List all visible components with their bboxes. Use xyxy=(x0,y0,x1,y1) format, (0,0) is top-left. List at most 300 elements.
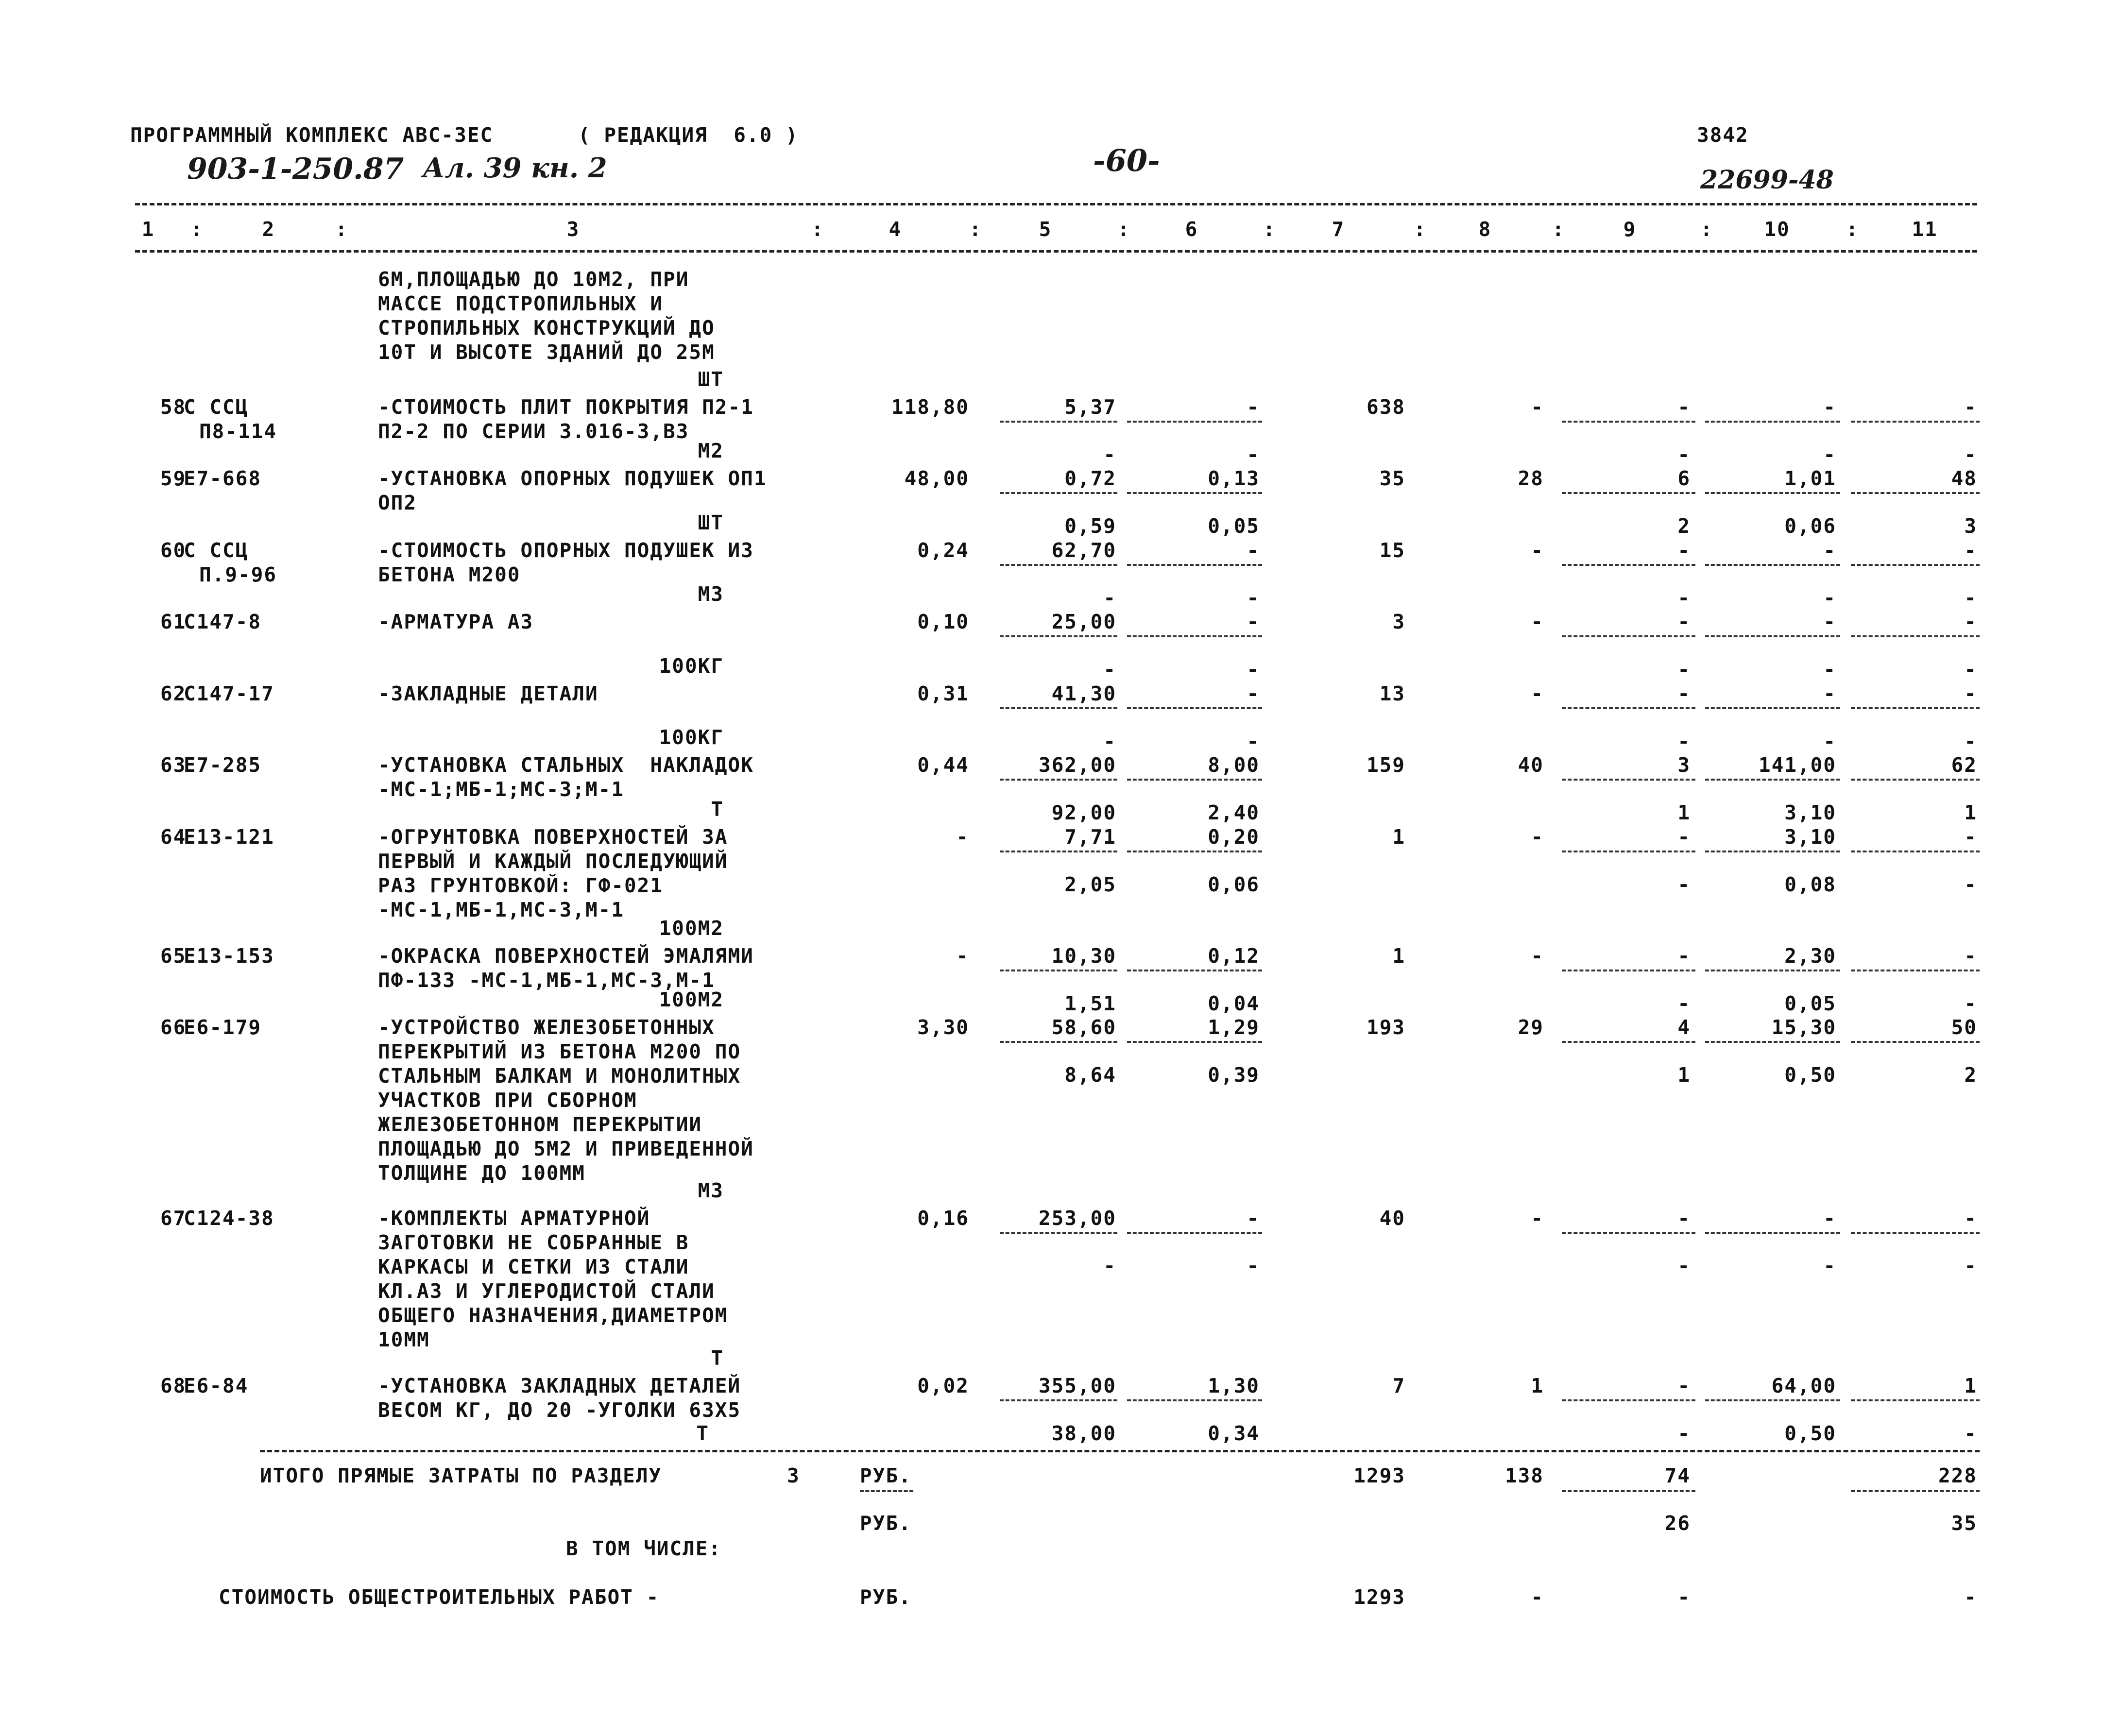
total-wages: 28 xyxy=(1518,467,1544,490)
labor-unit: 64,00 xyxy=(1771,1374,1836,1397)
description-line: ВЕСОМ КГ, ДО 20 -УГОЛКИ 63Х5 xyxy=(378,1398,741,1422)
description-line: 10Т И ВЫСОТЕ ЗДАНИЙ ДО 25М xyxy=(378,340,715,364)
column-separator: : xyxy=(1263,218,1276,241)
unit-cost-sub: 0,59 xyxy=(1064,514,1116,538)
header-rule-top xyxy=(135,203,1977,205)
cell-separator xyxy=(1851,779,1980,781)
row-number: 59 xyxy=(160,467,187,490)
description-line: -СТОИМОСТЬ ПЛИТ ПОКРЫТИЯ П2-1 xyxy=(378,395,754,419)
total-cost: 638 xyxy=(1366,395,1405,419)
labor-unit: - xyxy=(1823,682,1836,705)
unit-cost-sub: - xyxy=(1103,1254,1116,1277)
total-wages: - xyxy=(1531,539,1544,562)
cell-separator xyxy=(1705,1232,1840,1234)
unit-cost: 355,00 xyxy=(1038,1374,1116,1397)
description-line: П2-2 ПО СЕРИИ 3.016-3,В3 xyxy=(378,420,689,443)
description-line: ЗАГОТОВКИ НЕ СОБРАННЫЕ В xyxy=(378,1231,689,1254)
machine-cost-sub: - xyxy=(1677,658,1691,681)
description-line: ЖЕЛЕЗОБЕТОННОМ ПЕРЕКРЫТИИ xyxy=(378,1113,702,1136)
labor-total: 1 xyxy=(1964,1374,1977,1397)
labor-total: - xyxy=(1964,944,1977,968)
cell-separator xyxy=(1562,1041,1695,1043)
program-title: ПРОГРАММНЫЙ КОМПЛЕКС АВС-3ЕС xyxy=(130,123,494,147)
labor-total: - xyxy=(1964,1207,1977,1230)
total-cost: 1 xyxy=(1392,825,1405,849)
unit-cost-wages: 1,29 xyxy=(1208,1016,1260,1039)
total-cost: 3 xyxy=(1392,610,1405,633)
description-line: СТАЛЬНЫМ БАЛКАМ И МОНОЛИТНЫХ xyxy=(378,1064,741,1088)
cell-separator xyxy=(1000,635,1117,637)
labor-total-sub: - xyxy=(1964,1422,1977,1445)
quantity: 0,31 xyxy=(917,682,969,705)
column-separator: : xyxy=(1846,218,1859,241)
description-line: -МС-1,МБ-1,МС-3,М-1 xyxy=(378,898,624,921)
total-wages: - xyxy=(1531,944,1544,968)
cell-separator xyxy=(1851,1041,1980,1043)
description-line: 10ММ xyxy=(378,1328,430,1351)
description-line: -ЗАКЛАДНЫЕ ДЕТАЛИ xyxy=(378,682,598,705)
cell-separator xyxy=(1851,1232,1980,1234)
unit-cost-sub: 2,05 xyxy=(1064,873,1116,896)
unit-cost-sub: - xyxy=(1103,586,1116,610)
labor-total: 48 xyxy=(1951,467,1977,490)
total-wages: - xyxy=(1531,682,1544,705)
column-separator: : xyxy=(969,218,982,241)
totals-total-cost: 1293 xyxy=(1353,1464,1405,1487)
column-separator: : xyxy=(1414,218,1427,241)
unit-label: Т xyxy=(696,1422,709,1445)
totals-wages: 138 xyxy=(1505,1464,1544,1487)
unit-cost-wages-sub: 0,34 xyxy=(1208,1422,1260,1445)
totals-machine-sub: 26 xyxy=(1664,1512,1691,1535)
cell-separator xyxy=(1000,707,1117,709)
cell-separator xyxy=(1705,970,1840,971)
resource-code: П.9-96 xyxy=(199,563,277,586)
unit-label: 100КГ xyxy=(659,726,724,749)
unit-cost-wages: 0,12 xyxy=(1208,944,1260,968)
cell-separator xyxy=(1562,1490,1695,1492)
cell-separator xyxy=(1127,851,1262,852)
cell-separator xyxy=(860,1490,913,1492)
cell-separator xyxy=(1000,1041,1117,1043)
labor-total: - xyxy=(1964,825,1977,849)
machine-cost: - xyxy=(1677,395,1691,419)
machine-cost: - xyxy=(1677,539,1691,562)
labor-total-sub: - xyxy=(1964,992,1977,1015)
row-number: 64 xyxy=(160,825,187,849)
unit-cost-wages-sub: - xyxy=(1247,443,1260,466)
labor-unit-sub: 0,50 xyxy=(1784,1422,1836,1445)
unit-cost-wages: - xyxy=(1247,610,1260,633)
cell-separator xyxy=(1851,635,1980,637)
column-header-6: 6 xyxy=(1185,218,1198,241)
labor-total: - xyxy=(1964,395,1977,419)
description-line: -СТОИМОСТЬ ОПОРНЫХ ПОДУШЕК ИЗ xyxy=(378,539,754,562)
cell-separator xyxy=(1127,707,1262,709)
column-header-5: 5 xyxy=(1039,218,1052,241)
labor-total: - xyxy=(1964,539,1977,562)
machine-cost-sub: 1 xyxy=(1677,1063,1691,1087)
general-works-labor: - xyxy=(1964,1585,1977,1609)
description-line: ПЕРЕКРЫТИЙ ИЗ БЕТОНА М200 ПО xyxy=(378,1040,741,1063)
quantity: 0,02 xyxy=(917,1374,969,1397)
machine-cost: 4 xyxy=(1677,1016,1691,1039)
general-works-cost: 1293 xyxy=(1353,1585,1405,1609)
description-line: ТОЛЩИНЕ ДО 100ММ xyxy=(378,1161,585,1185)
quantity: - xyxy=(956,944,969,968)
description-line: -АРМАТУРА А3 xyxy=(378,610,534,633)
labor-unit: - xyxy=(1823,1207,1836,1230)
column-header-3: 3 xyxy=(566,218,580,241)
unit-cost-wages-sub: - xyxy=(1247,1254,1260,1277)
description-line: ПФ-133 -МС-1,МБ-1,МС-3,М-1 xyxy=(378,969,715,992)
machine-cost: 6 xyxy=(1677,467,1691,490)
handwritten-album: Ал. 39 кн. 2 xyxy=(423,152,607,184)
quantity: 48,00 xyxy=(904,467,969,490)
labor-unit: 15,30 xyxy=(1771,1016,1836,1039)
row-number: 65 xyxy=(160,944,187,968)
labor-unit-sub: - xyxy=(1823,1254,1836,1277)
unit-cost-sub: - xyxy=(1103,443,1116,466)
resource-code: Е7-668 xyxy=(184,467,262,490)
cell-separator xyxy=(1000,1232,1117,1234)
cell-separator xyxy=(1000,564,1117,566)
description-line: -ОГРУНТОВКА ПОВЕРХНОСТЕЙ ЗА xyxy=(378,825,728,849)
resource-code: Е7-285 xyxy=(184,753,262,777)
totals-including: В ТОМ ЧИСЛЕ: xyxy=(566,1537,722,1560)
cell-separator xyxy=(1705,421,1840,423)
column-header-9: 9 xyxy=(1623,218,1637,241)
machine-cost: - xyxy=(1677,610,1691,633)
unit-cost-sub: 8,64 xyxy=(1064,1063,1116,1087)
totals-unit: РУБ. xyxy=(860,1464,912,1487)
unit-cost-sub: - xyxy=(1103,730,1116,753)
general-works-label: СТОИМОСТЬ ОБЩЕСТРОИТЕЛЬНЫХ РАБОТ - xyxy=(219,1585,660,1609)
resource-code: Е13-121 xyxy=(184,825,274,849)
cell-separator xyxy=(1562,707,1695,709)
resource-code: Е6-179 xyxy=(184,1016,262,1039)
cell-separator xyxy=(1705,1041,1840,1043)
general-works-wages: - xyxy=(1531,1585,1544,1609)
row-number: 58 xyxy=(160,395,187,419)
machine-cost-sub: - xyxy=(1677,873,1691,896)
column-header-8: 8 xyxy=(1478,218,1492,241)
totals-labor-sub: 35 xyxy=(1951,1512,1977,1535)
unit-cost-wages: 8,00 xyxy=(1208,753,1260,777)
totals-labor: 228 xyxy=(1938,1464,1977,1487)
unit-cost: 10,30 xyxy=(1051,944,1116,968)
labor-total-sub: 3 xyxy=(1964,514,1977,538)
cell-separator xyxy=(1562,1232,1695,1234)
cell-separator xyxy=(1705,1399,1840,1401)
cell-separator xyxy=(1127,1399,1262,1401)
cell-separator xyxy=(1127,492,1262,494)
cell-separator xyxy=(1705,707,1840,709)
labor-total-sub: - xyxy=(1964,730,1977,753)
total-wages: - xyxy=(1531,825,1544,849)
labor-unit: - xyxy=(1823,610,1836,633)
machine-cost: - xyxy=(1677,1207,1691,1230)
cell-separator xyxy=(1705,635,1840,637)
labor-total-sub: 1 xyxy=(1964,801,1977,824)
row-number: 66 xyxy=(160,1016,187,1039)
labor-total-sub: - xyxy=(1964,873,1977,896)
cell-separator xyxy=(1851,421,1980,423)
total-cost: 40 xyxy=(1379,1207,1405,1230)
labor-unit-sub: - xyxy=(1823,730,1836,753)
quantity: - xyxy=(956,825,969,849)
handwritten-page-number: -60- xyxy=(1093,143,1160,178)
column-separator: : xyxy=(335,218,348,241)
total-wages: - xyxy=(1531,1207,1544,1230)
column-header-1: 1 xyxy=(141,218,155,241)
cell-separator xyxy=(1562,970,1695,971)
labor-unit: 1,01 xyxy=(1784,467,1836,490)
unit-cost-wages: 0,20 xyxy=(1208,825,1260,849)
cell-separator xyxy=(1562,421,1695,423)
machine-cost-sub: - xyxy=(1677,586,1691,610)
cell-separator xyxy=(1562,1399,1695,1401)
unit-label: ШТ xyxy=(698,511,724,534)
column-separator: : xyxy=(190,218,204,241)
labor-total: - xyxy=(1964,682,1977,705)
description-line: -УСТАНОВКА ЗАКЛАДНЫХ ДЕТАЛЕЙ xyxy=(378,1374,741,1397)
description-line: -ОКРАСКА ПОВЕРХНОСТЕЙ ЭМАЛЯМИ xyxy=(378,944,754,968)
description-line: КАРКАСЫ И СЕТКИ ИЗ СТАЛИ xyxy=(378,1255,689,1278)
cell-separator xyxy=(1127,564,1262,566)
quantity: 0,16 xyxy=(917,1207,969,1230)
unit-cost-wages-sub: 0,39 xyxy=(1208,1063,1260,1087)
machine-cost-sub: - xyxy=(1677,1422,1691,1445)
totals-machine: 74 xyxy=(1664,1464,1691,1487)
unit-cost-sub: - xyxy=(1103,658,1116,681)
machine-cost: - xyxy=(1677,944,1691,968)
total-wages: 1 xyxy=(1531,1374,1544,1397)
total-wages: - xyxy=(1531,610,1544,633)
labor-unit-sub: 3,10 xyxy=(1784,801,1836,824)
cell-separator xyxy=(1851,707,1980,709)
labor-unit-sub: 0,08 xyxy=(1784,873,1836,896)
unit-cost-wages-sub: 0,06 xyxy=(1208,873,1260,896)
general-works-unit: РУБ. xyxy=(860,1585,912,1609)
unit-cost: 253,00 xyxy=(1038,1207,1116,1230)
description-line: -УСТАНОВКА СТАЛЬНЫХ НАКЛАДОК xyxy=(378,753,754,777)
description-line: МАССЕ ПОДСТРОПИЛЬНЫХ И xyxy=(378,292,664,315)
labor-unit-sub: 0,05 xyxy=(1784,992,1836,1015)
total-cost: 13 xyxy=(1379,682,1405,705)
description-line: СТРОПИЛЬНЫХ КОНСТРУКЦИЙ ДО xyxy=(378,316,715,340)
description-line: ОП2 xyxy=(378,491,417,514)
unit-label: Т xyxy=(711,1346,724,1370)
cell-separator xyxy=(1000,492,1117,494)
resource-code: С147-17 xyxy=(184,682,274,705)
description-line: 6М,ПЛОЩАДЬЮ ДО 10М2, ПРИ xyxy=(378,268,689,291)
cell-separator xyxy=(1000,851,1117,852)
total-wages: 29 xyxy=(1518,1016,1544,1039)
cell-separator xyxy=(1127,1232,1262,1234)
machine-cost-sub: - xyxy=(1677,992,1691,1015)
row-number: 60 xyxy=(160,539,187,562)
cell-separator xyxy=(1705,564,1840,566)
unit-cost-sub: 92,00 xyxy=(1051,801,1116,824)
column-header-4: 4 xyxy=(889,218,902,241)
cell-separator xyxy=(1127,421,1262,423)
resource-code: С ССЦ xyxy=(184,395,249,419)
labor-unit: 2,30 xyxy=(1784,944,1836,968)
machine-cost-sub: 2 xyxy=(1677,514,1691,538)
resource-code: С147-8 xyxy=(184,610,262,633)
unit-cost: 7,71 xyxy=(1064,825,1116,849)
total-cost: 15 xyxy=(1379,539,1405,562)
unit-label: 100М2 xyxy=(659,988,724,1011)
total-cost: 35 xyxy=(1379,467,1405,490)
cell-separator xyxy=(1562,779,1695,781)
handwritten-project-ref: 903-1-250.87 xyxy=(187,152,404,186)
cell-separator xyxy=(1562,492,1695,494)
unit-cost-wages: 1,30 xyxy=(1208,1374,1260,1397)
row-number: 62 xyxy=(160,682,187,705)
handwritten-reg-number: 22699-48 xyxy=(1700,165,1834,195)
cell-separator xyxy=(1562,851,1695,852)
unit-label: ШТ xyxy=(698,368,724,391)
totals-rule xyxy=(260,1450,1980,1452)
unit-label: М2 xyxy=(698,439,724,462)
machine-cost-sub: - xyxy=(1677,443,1691,466)
unit-cost-wages: - xyxy=(1247,682,1260,705)
labor-total: 50 xyxy=(1951,1016,1977,1039)
cell-separator xyxy=(1562,635,1695,637)
description-line: -УСТРОЙСТВО ЖЕЛЕЗОБЕТОННЫХ xyxy=(378,1016,715,1039)
unit-cost: 5,37 xyxy=(1064,395,1116,419)
unit-cost: 362,00 xyxy=(1038,753,1116,777)
cell-separator xyxy=(1851,851,1980,852)
cell-separator xyxy=(1851,1399,1980,1401)
unit-label: 100КГ xyxy=(659,654,724,678)
description-line: -МС-1;МБ-1;МС-3;М-1 xyxy=(378,778,624,801)
unit-cost-wages-sub: - xyxy=(1247,586,1260,610)
row-number: 67 xyxy=(160,1207,187,1230)
unit-label: М3 xyxy=(698,1179,724,1202)
total-cost: 7 xyxy=(1392,1374,1405,1397)
unit-cost: 62,70 xyxy=(1051,539,1116,562)
machine-cost: - xyxy=(1677,1374,1691,1397)
unit-cost-wages-sub: 2,40 xyxy=(1208,801,1260,824)
program-edition: ( РЕДАКЦИЯ 6.0 ) xyxy=(578,123,799,147)
column-header-2: 2 xyxy=(262,218,275,241)
cell-separator xyxy=(1851,1490,1980,1492)
unit-label: 100М2 xyxy=(659,917,724,940)
resource-code: П8-114 xyxy=(199,420,277,443)
cell-separator xyxy=(1851,564,1980,566)
labor-unit: 141,00 xyxy=(1758,753,1836,777)
unit-cost-wages: - xyxy=(1247,395,1260,419)
row-number: 68 xyxy=(160,1374,187,1397)
quantity: 0,44 xyxy=(917,753,969,777)
quantity: 0,10 xyxy=(917,610,969,633)
labor-total: - xyxy=(1964,610,1977,633)
cell-separator xyxy=(1705,779,1840,781)
description-line: -КОМПЛЕКТЫ АРМАТУРНОЙ xyxy=(378,1207,650,1230)
row-number: 61 xyxy=(160,610,187,633)
labor-unit-sub: 0,06 xyxy=(1784,514,1836,538)
row-number: 63 xyxy=(160,753,187,777)
description-line: БЕТОНА М200 xyxy=(378,563,521,586)
total-wages: - xyxy=(1531,395,1544,419)
description-line: УЧАСТКОВ ПРИ СБОРНОМ xyxy=(378,1089,637,1112)
unit-cost: 58,60 xyxy=(1051,1016,1116,1039)
total-cost: 1 xyxy=(1392,944,1405,968)
column-separator: : xyxy=(1117,218,1130,241)
resource-code: С124-38 xyxy=(184,1207,274,1230)
unit-cost-sub: 38,00 xyxy=(1051,1422,1116,1445)
totals-section: 3 xyxy=(787,1464,800,1487)
machine-cost-sub: 1 xyxy=(1677,801,1691,824)
total-cost: 159 xyxy=(1366,753,1405,777)
column-separator: : xyxy=(1552,218,1565,241)
labor-unit: - xyxy=(1823,395,1836,419)
unit-cost-wages-sub: 0,04 xyxy=(1208,992,1260,1015)
description-line: КЛ.А3 И УГЛЕРОДИСТОЙ СТАЛИ xyxy=(378,1279,715,1303)
cell-separator xyxy=(1127,635,1262,637)
cell-separator xyxy=(1562,564,1695,566)
labor-unit: 3,10 xyxy=(1784,825,1836,849)
total-cost: 193 xyxy=(1366,1016,1405,1039)
cell-separator xyxy=(1000,1399,1117,1401)
unit-cost-sub: 1,51 xyxy=(1064,992,1116,1015)
labor-unit-sub: - xyxy=(1823,586,1836,610)
column-header-10: 10 xyxy=(1764,218,1790,241)
labor-total-sub: - xyxy=(1964,658,1977,681)
unit-cost-wages: - xyxy=(1247,1207,1260,1230)
totals-unit-2: РУБ. xyxy=(860,1512,912,1535)
description-line: ОБЩЕГО НАЗНАЧЕНИЯ,ДИАМЕТРОМ xyxy=(378,1304,728,1327)
labor-unit-sub: - xyxy=(1823,443,1836,466)
cell-separator xyxy=(1705,851,1840,852)
unit-cost: 41,30 xyxy=(1051,682,1116,705)
unit-cost-wages-sub: - xyxy=(1247,730,1260,753)
quantity: 118,80 xyxy=(891,395,969,419)
unit-cost-wages: 0,13 xyxy=(1208,467,1260,490)
machine-cost-sub: - xyxy=(1677,730,1691,753)
unit-label: М3 xyxy=(698,582,724,606)
column-separator: : xyxy=(1700,218,1713,241)
cell-separator xyxy=(1000,779,1117,781)
resource-code: С ССЦ xyxy=(184,539,249,562)
column-header-7: 7 xyxy=(1332,218,1345,241)
description-line: -УСТАНОВКА ОПОРНЫХ ПОДУШЕК ОП1 xyxy=(378,467,767,490)
description-line: ПЕРВЫЙ И КАЖДЫЙ ПОСЛЕДУЮЩИЙ xyxy=(378,850,728,873)
cell-separator xyxy=(1000,421,1117,423)
resource-code: Е13-153 xyxy=(184,944,274,968)
labor-total: 62 xyxy=(1951,753,1977,777)
doc-code: 3842 xyxy=(1697,123,1749,147)
machine-cost: - xyxy=(1677,682,1691,705)
labor-total-sub: - xyxy=(1964,1254,1977,1277)
unit-cost-wages-sub: 0,05 xyxy=(1208,514,1260,538)
header-rule-bottom xyxy=(135,250,1977,253)
resource-code: Е6-84 xyxy=(184,1374,249,1397)
cell-separator xyxy=(1127,779,1262,781)
totals-label: ИТОГО ПРЯМЫЕ ЗАТРАТЫ ПО РАЗДЕЛУ xyxy=(260,1464,662,1487)
labor-unit-sub: - xyxy=(1823,658,1836,681)
description-line: ПЛОЩАДЬЮ ДО 5М2 И ПРИВЕДЕННОЙ xyxy=(378,1137,754,1160)
cell-separator xyxy=(1851,970,1980,971)
cell-separator xyxy=(1000,970,1117,971)
cell-separator xyxy=(1127,1041,1262,1043)
description-line: РАЗ ГРУНТОВКОЙ: ГФ-021 xyxy=(378,874,664,897)
column-header-11: 11 xyxy=(1912,218,1938,241)
unit-cost-wages: - xyxy=(1247,539,1260,562)
